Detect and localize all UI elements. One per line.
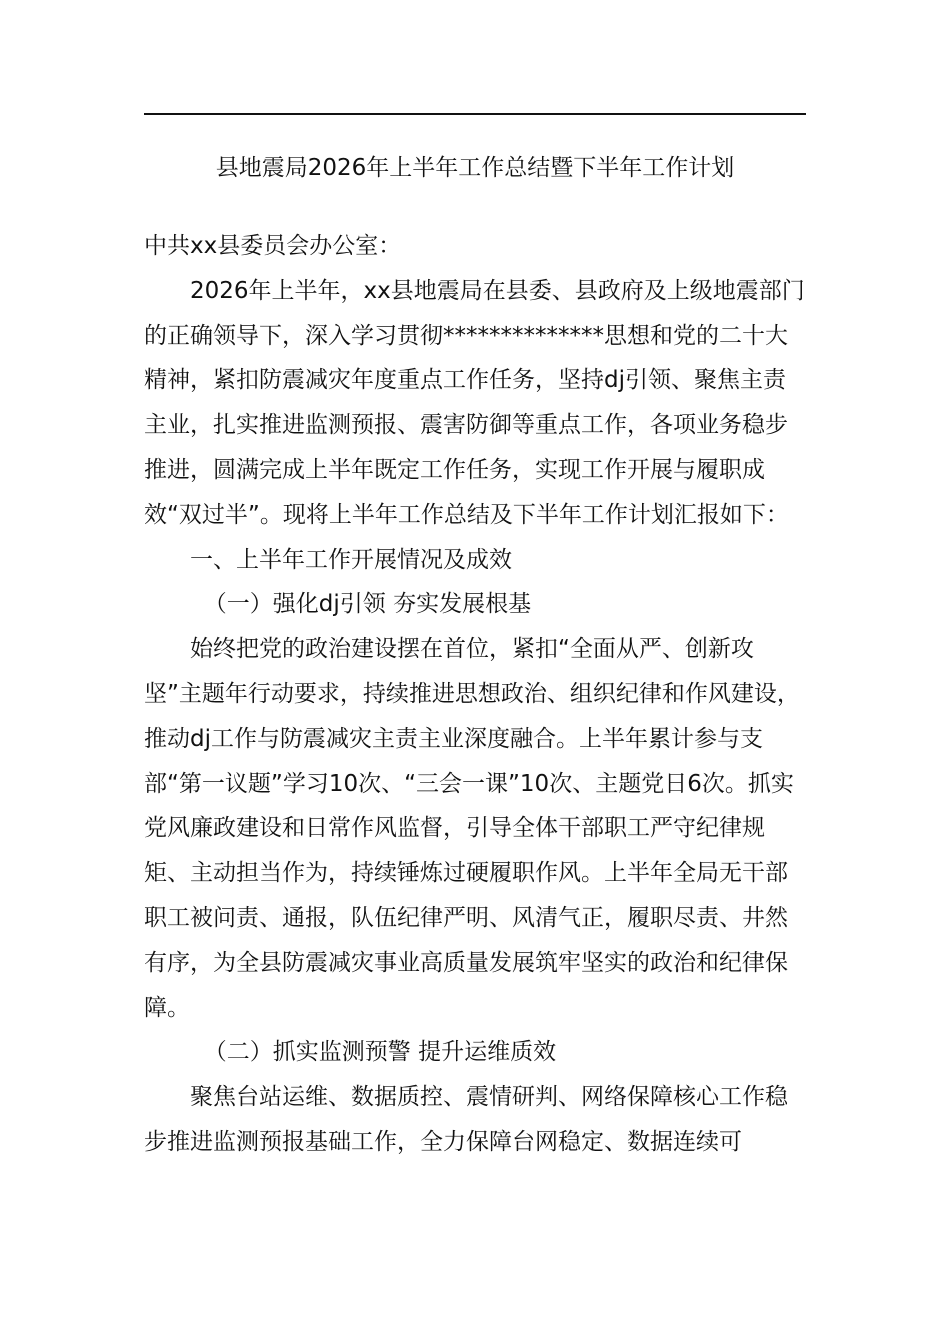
document-title: 县地震局2026年上半年工作总结暨下半年工作计划 xyxy=(215,155,735,181)
intro-paragraph: 2026年上半年，xx县地震局在县委、县政府及上级地震部门的正确领导下，深入学习贯彻**************思想和党的二十大精神，紧扣防震减灾年度重点工作任务，坚持dj引领、聚焦主责主业，扎实推进监测预报、震害防御等重点工作，各项业务稳步推进，圆满完成上半年既定工作任务，实现工作开展与履职成效“双过半”。现将上半年工作总结及下半年工作计划汇报如下： xyxy=(144,277,805,528)
subsection-heading-2: （二）抓实监测预警 提升运维质效 xyxy=(203,1039,557,1066)
subsection-1-paragraph: 始终把党的政治建设摆在首位，紧扣“全面从严、创新攻坚”主题年行动要求，持续推进思想政治、组织纪律和作风建设，推动dj工作与防震减灾主责主业深度融合。上半年累计参与支部“第一议题”学习10次、“三会一课”10次、主题党日6次。抓实党风廉政建设和日常作风监督，引导全体干部职工严守纪律规矩、主动担当作为，持续锤炼过硬履职作风。上半年全局无干部职工被问责、通报，队伍纪律严明、风清气正，履职尽责、井然有序，为全县防震减灾事业高质量发展筑牢坚实的政治和纪律保障。 xyxy=(144,636,800,1021)
salutation: 中共xx县委员会办公室： xyxy=(144,233,402,259)
document-body xyxy=(144,224,806,1165)
subsection-2-paragraph: 聚焦台站运维、数据质控、震情研判、网络保障核心工作稳步推进监测预报基础工作，全力保障台网稳定、数据连续可 xyxy=(144,1084,788,1155)
subsection-heading-1: （一）强化dj引领 夯实发展根基 xyxy=(203,591,532,618)
header-rule xyxy=(144,113,806,115)
section-heading-1: 一、上半年工作开展情况及成效 xyxy=(190,546,512,573)
